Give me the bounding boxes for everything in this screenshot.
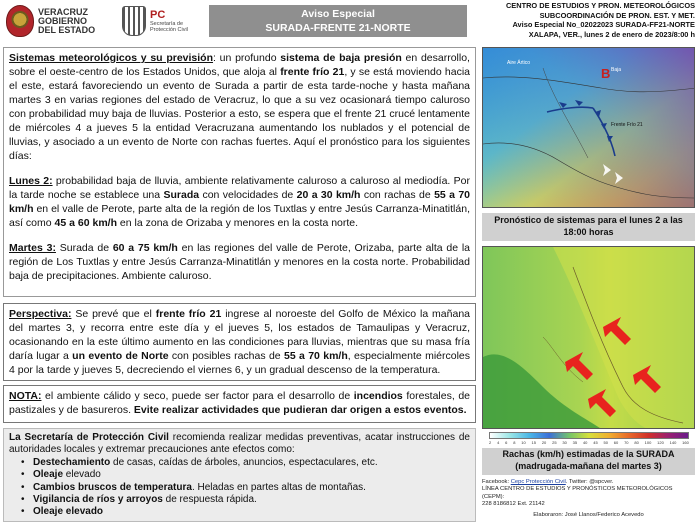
center-line2: SUBCOORDINACIÓN DE PRON. EST. Y MET. [539,10,695,20]
recommendations-bold: La Secretaría de Protección Civil [9,432,169,443]
logo-pc-sub1: Secretaría de [150,20,184,27]
colorbar-tick-label: 20 [541,440,547,445]
footer-elaboraron: Elaboraron: José Llanos/Federico Acevedo [533,511,644,518]
sistemas-heading: Sistemas meteorológicos y su previsión [9,52,214,64]
lunes-heading: Lunes 2: [9,175,53,187]
center-line3: Aviso Especial No_02022023 SURADA-FF21-NORTE [512,20,695,30]
colorbar-tick-label: 4 [497,440,500,445]
logo-pc-sub2: Protección Civil [150,26,188,33]
logo-veracruz-line2: GOBIERNO [38,15,88,26]
colorbar-ticks [489,440,689,446]
list-item-bold: Oleaje elevado [33,506,104,518]
map1-label-baja: Baja [611,67,622,73]
center-info [475,1,695,40]
colorbar-tick-label: 140 [669,440,677,445]
lunes-bold-2: 20 a 30 km/h [296,189,361,201]
colorbar-tick-label: 15 [531,440,536,445]
logo-veracruz-line3: DEL ESTADO [38,24,96,35]
castle-emblem-icon [122,6,146,36]
list-item [21,506,470,518]
nota-heading: NOTA: [9,390,42,402]
sistemas-bold-1: sistema de baja presión [280,52,402,64]
perspectiva-bold-2: un evento de Norte [72,350,169,362]
footer [482,479,695,523]
facebook-label: Facebook: [482,479,511,485]
proteccion-civil-logo [122,3,202,39]
list-item-text: de casas, caídas de árboles, anuncios, espectaculares, etc. [110,456,378,468]
list-item-text: elevado [63,469,101,481]
colorbar-tick-label: 80 [634,440,639,445]
martes-text-1: Surada de [55,242,113,254]
banner-line2: SURADA-FRENTE 21-NORTE [265,22,411,34]
nota-bold-2: Evite realizar actividades que pudieran dar origen a estos eventos. [133,404,467,416]
colorbar-tick-label: 6 [505,440,508,445]
logo-veracruz-line1: VERACRUZ [38,6,89,17]
colorbar-tick-label: 30 [562,440,567,445]
list-item-bold: Cambios bruscos de temperatura [33,481,192,493]
lunes-text-4: en el valle de Perote, parte alta de la región de los Tuxtlas y entre Jesús Carranza-Minatitlán, así como [9,203,470,229]
sistemas-text-1: : un profundo [213,52,281,64]
colorbar-tick-label: 40 [582,440,588,445]
sistemas-text-3: , y se está moviendo hacia el este, estará favoreciendo un evento de Surada a partir de esta tarde-noche y hasta mañana martes 3 en varias regiones del estado de Veracruz, lo que a su vez ocasionará tiempo caluroso con probabilidad muy baja de lluvias. Posterior a esto, se espera que el frente 21 crucé lentamente de miércoles 4 a jueves 5 la entidad Veracruzana aumentando los nublados y el potencial de lluvias, y asociado a un evento de Norte con rachas fuertes. Aquí el pronóstico para los siguientes días: [9,66,470,162]
center-line4: XALAPA, VER., lunes 2 de enero de 2023/8:00 h [528,30,695,40]
colorbar-tick-label: 70 [624,440,629,445]
lunes-bold-1: Surada [163,189,200,201]
perspectiva-text-1: Se prevé que el [71,308,156,320]
svg-text:B: B [601,66,611,81]
sistemas-text-2: en desarrollo, sobre el oeste-centro de los Estados Unidos, que aloja al [9,52,470,78]
perspectiva-box [3,303,476,381]
veracruz-logo [6,3,116,39]
caption-gusts-map: Rachas (km/h) estimadas de la SURADA (madrugada-mañana del martes 3) [482,448,695,475]
center-line1: CENTRO DE ESTUDIOS Y PRON. METEOROLÓGICOS [505,1,695,10]
list-item-bold: Oleaje [33,469,64,481]
logo-pc-title: PC [150,8,166,21]
forecast-box [3,47,476,297]
list-item [21,457,470,469]
lunes-bold-4: 45 a 60 km/h [54,217,117,229]
twitter-text: . Twitter: @spcver. [565,479,614,485]
recommendations-box [3,428,476,522]
sistemas-paragraph [9,51,470,163]
list-item-bold: Vigilancia de ríos y arroyos [33,494,163,506]
perspectiva-text-3: con posibles rachas de [168,350,284,362]
header [0,0,700,42]
gusts-map [482,246,695,429]
recommendations-text: recomienda realizar medidas preventivas, acatar instrucciones de autoridades locales y extremar precauciones ante efectos como: [9,432,470,456]
map1-label-aire: Aire Ártico [507,60,531,66]
colorbar-tick-label: 45 [593,440,598,445]
caption-systems-map: Pronóstico de sistemas para el lunes 2 a las 18:00 horas [482,213,695,241]
list-item [21,469,470,481]
gusts-colorbar [489,432,689,439]
map1-label-frente: Frente Frío 21 [611,122,643,128]
lunes-paragraph [9,174,470,230]
nota-box [3,385,476,423]
martes-heading: Martes 3: [9,242,56,254]
martes-paragraph [9,241,470,283]
nota-text-2: forestales, de pastizales y de basureros. [9,390,470,416]
list-item-bold: Destechamiento [33,456,111,468]
colorbar-tick-label: 160 [682,440,689,445]
lunes-text-5: en la zona de Orizaba y menores en la costa norte. [117,217,359,229]
lunes-text-2: con velocidades de [199,189,297,201]
recommendations-intro [9,432,470,457]
colorbar-tick-label: 60 [613,440,619,445]
lunes-text-3: con rachas de [360,189,435,201]
colorbar-tick-label: 2 [489,440,492,445]
perspectiva-text-2: ingrese al noroeste del Golfo de México la mañana del martes 3, y recorra entre este día y el jueves 5, los estados de Tamaulipas y Veracruz, ocasionando en la este último aumento en las condiciones para lluvias, mientras que su masa fría daría lugar a [9,308,470,362]
gusts-map-svg [483,247,695,429]
colorbar-tick-label: 100 [644,440,652,445]
sistemas-bold-2: frente frío 21 [280,66,345,78]
banner-line1: Aviso Especial [301,8,375,20]
colorbar-tick-label: 120 [657,440,664,445]
lunes-bold-3: 55 a 70 km/h [9,189,470,215]
veracruz-seal-icon [6,5,34,37]
nota-bold-1: incendios [353,390,403,402]
list-item-text: de respuesta rápida. [162,494,257,506]
colorbar-tick-label: 25 [552,440,557,445]
perspectiva-bold-1: frente frío 21 [155,308,222,320]
colorbar-tick-label: 8 [513,440,516,445]
martes-text-2: en las regiones del valle de Perote, Orizaba, parte alta de la región de Los Tuxtlas y entre Jesús Carranza-Minatitlán y menores en la costa norte. Probabilidad baja de precipitaciones. Ambiente caluroso. [9,242,470,282]
title-banner [209,5,467,37]
lunes-text-1: probabilidad baja de lluvia, ambiente relativamente caluroso a caluroso al mediodía. Por la tarde noche se establece una [9,175,470,201]
list-item-text: . Heladas en partes altas de montañas. [191,481,366,493]
perspectiva-text-4: , especialmente miércoles 4 por la tarde y jueves 5, decreciendo el viernes 6, y un gradual descenso de la temperatura. [9,350,471,376]
facebook-link[interactable]: Cepc Protección Civil [510,479,566,485]
footer-line: LÍNEA CENTRO DE ESTUDIOS Y PRONÓSTICOS METEOROLÓGICOS (CEPM): [482,486,673,500]
colorbar-tick-label: 50 [603,440,608,445]
list-item [21,494,470,506]
colorbar-tick-label: 35 [572,440,578,445]
perspectiva-bold-3: 55 a 70 km/h [283,350,348,362]
recommendations-list [9,457,470,519]
nota-text-1: el ambiente cálido y seco, puede ser factor para el desarrollo de [41,390,354,402]
perspectiva-heading: Perspectiva: [9,308,72,320]
colorbar-tick-label: 10 [521,440,526,445]
footer-phone: 228 8186812 Ext. 21142 [482,501,545,508]
systems-map-svg [483,48,695,208]
systems-forecast-map [482,47,695,208]
martes-bold-1: 60 a 75 km/h [112,242,178,254]
list-item [21,482,470,494]
